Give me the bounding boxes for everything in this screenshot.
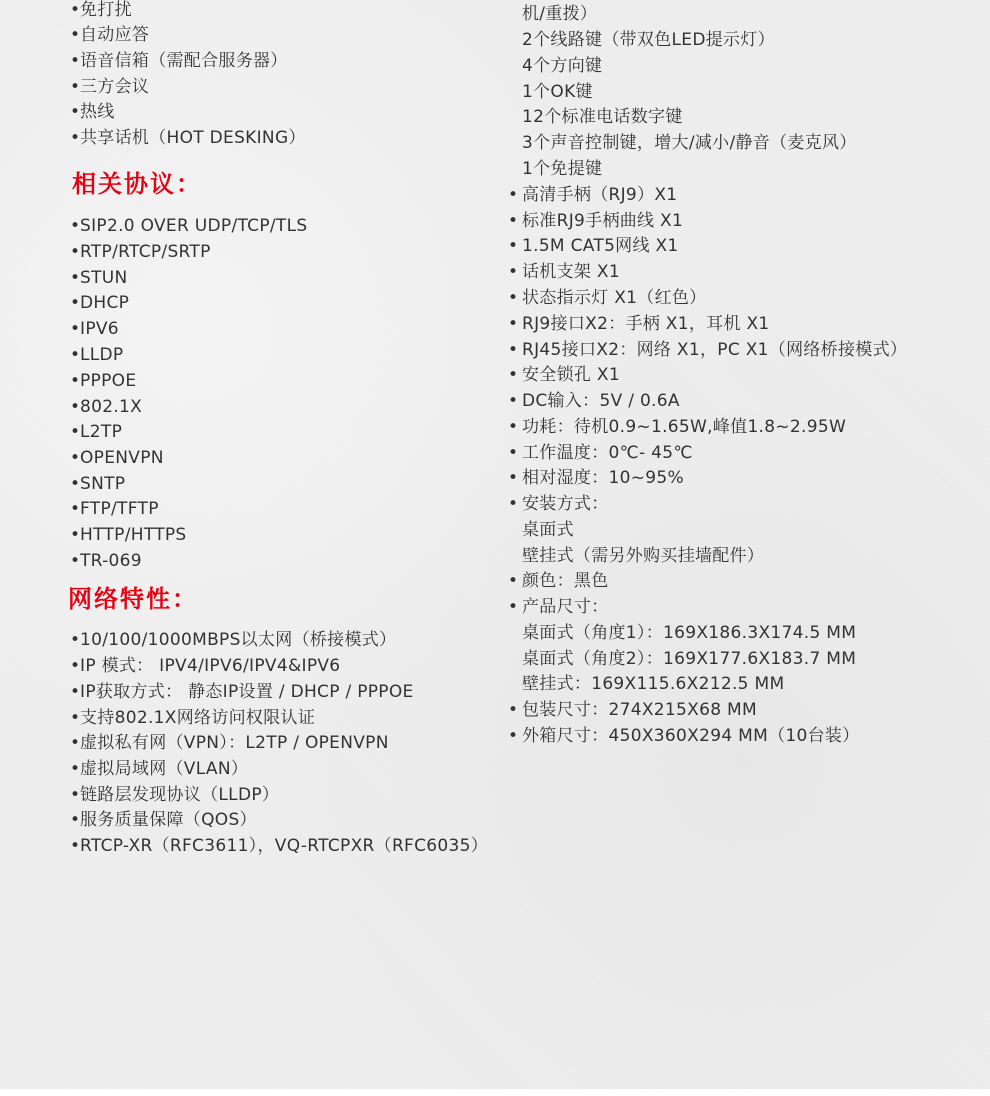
size-option: 桌面式（角度1）：169X186.3X174.5 MM (522, 623, 857, 643)
bullet-icon: • (70, 51, 81, 71)
list-item: •共享话机（HOT DESKING） (70, 128, 306, 148)
bullet-icon: • (508, 236, 519, 256)
list-item: • 相对湿度：10~95% (508, 468, 684, 488)
list-item: •TR-069 (70, 551, 142, 571)
bullet-icon: • (508, 185, 519, 205)
list-item: •FTP/TFTP (70, 499, 159, 519)
list-item: •虚拟私有网（VPN）：L2TP / OPENVPN (70, 733, 389, 753)
bullet-icon: • (70, 128, 81, 148)
list-item: •RTCP-XR（RFC3611），VQ-RTCPXR（RFC6035） (70, 836, 489, 856)
bullet-icon: • (70, 319, 81, 339)
bullet-icon: • (70, 293, 81, 313)
bullet-icon: • (508, 391, 519, 411)
list-item: • RJ9接口X2：手柄 X1，耳机 X1 (508, 314, 770, 334)
bullet-icon: • (508, 340, 519, 360)
bullet-icon: • (70, 682, 81, 702)
list-item: •服务质量保障（QOS） (70, 810, 257, 830)
size-option: 壁挂式：169X115.6X212.5 MM (522, 674, 785, 694)
bullet-icon: • (508, 726, 519, 746)
bullet-icon: • (70, 242, 81, 262)
install-option: 桌面式 (522, 520, 574, 540)
list-item: • 功耗：待机0.9~1.65W,峰值1.8~2.95W (508, 417, 847, 437)
list-item: •语音信箱（需配合服务器） (70, 51, 288, 71)
list-item: •RTP/RTCP/SRTP (70, 242, 211, 262)
list-item: •PPPOE (70, 371, 137, 391)
bullet-icon: • (70, 422, 81, 442)
list-item: •DHCP (70, 293, 130, 313)
bullet-icon: • (70, 810, 81, 830)
list-item: •OPENVPN (70, 448, 164, 468)
list-item: •SNTP (70, 474, 126, 494)
bullet-icon: • (508, 262, 519, 282)
list-item: •L2TP (70, 422, 123, 442)
package-size: • 包装尺寸：274X215X68 MM (508, 700, 757, 720)
protocols-heading: 相关协议： (72, 170, 202, 198)
bullet-icon: • (70, 102, 81, 122)
bullet-icon: • (70, 474, 81, 494)
bullet-icon: • (70, 216, 81, 236)
list-item: • 安全锁孔 X1 (508, 365, 620, 385)
bullet-icon: • (70, 77, 81, 97)
list-item: •10/100/1000MBPS以太网（桥接模式） (70, 630, 397, 650)
bullet-icon: • (70, 525, 81, 545)
bullet-icon: • (70, 0, 81, 20)
list-item: •支持802.1X网络访问权限认证 (70, 708, 316, 728)
bullet-icon: • (508, 288, 519, 308)
bullet-icon: • (508, 314, 519, 334)
list-item: 3个声音控制键，增大/减小/静音（麦克风） (522, 133, 857, 153)
list-item: 12个标准电话数字键 (522, 107, 683, 127)
list-item: • 工作温度：0℃- 45℃ (508, 443, 693, 463)
bullet-icon: • (70, 759, 81, 779)
list-item: •STUN (70, 268, 128, 288)
list-item: • 状态指示灯 X1（红色） (508, 288, 707, 308)
list-item: •SIP2.0 OVER UDP/TCP/TLS (70, 216, 308, 236)
list-item: •802.1X (70, 397, 143, 417)
bullet-icon: • (70, 656, 81, 676)
carton-size: • 外箱尺寸：450X360X294 MM（10台装） (508, 726, 860, 746)
list-item: 4个方向键 (522, 56, 603, 76)
list-item: •三方会议 (70, 77, 150, 97)
network-heading: 网络特性： (68, 585, 198, 613)
list-item: • 高清手柄（RJ9）X1 (508, 185, 678, 205)
bullet-icon: • (70, 345, 81, 365)
bullet-icon: • (70, 733, 81, 753)
list-item: •IP获取方式： 静态IP设置 / DHCP / PPPOE (70, 682, 414, 702)
list-item: 机/重拨） (522, 4, 598, 24)
bullet-icon: • (70, 630, 81, 650)
list-item: • 话机支架 X1 (508, 262, 620, 282)
bullet-icon: • (70, 371, 81, 391)
list-item: • 1.5M CAT5网线 X1 (508, 236, 679, 256)
bullet-icon: • (508, 494, 519, 514)
list-item: •免打扰 (70, 0, 132, 20)
bullet-icon: • (70, 708, 81, 728)
list-item: •IP 模式： IPV4/IPV6/IPV4&IPV6 (70, 656, 341, 676)
bullet-icon: • (508, 571, 519, 591)
list-item: •虚拟局域网（VLAN） (70, 759, 249, 779)
list-item: •热线 (70, 102, 115, 122)
list-item: 1个OK键 (522, 82, 593, 102)
list-item: •自动应答 (70, 25, 150, 45)
bullet-icon: • (508, 468, 519, 488)
list-item: • 标准RJ9手柄曲线 X1 (508, 211, 684, 231)
bullet-icon: • (70, 448, 81, 468)
bullet-icon: • (508, 443, 519, 463)
bullet-icon: • (70, 499, 81, 519)
list-item: •HTTP/HTTPS (70, 525, 187, 545)
list-item: •IPV6 (70, 319, 119, 339)
bullet-icon: • (70, 785, 81, 805)
size-option: 桌面式（角度2）：169X177.6X183.7 MM (522, 649, 857, 669)
bullet-icon: • (508, 365, 519, 385)
bullet-icon: • (70, 551, 81, 571)
list-item: •链路层发现协议（LLDP） (70, 785, 280, 805)
install-option: 壁挂式（需另外购买挂墙配件） (522, 546, 765, 566)
list-item: 1个免提键 (522, 159, 603, 179)
bullet-icon: • (508, 211, 519, 231)
install-label: • 安装方式： (508, 494, 609, 514)
color-spec: • 颜色：黑色 (508, 571, 609, 591)
list-item: •LLDP (70, 345, 124, 365)
bullet-icon: • (70, 836, 81, 856)
bullet-icon: • (70, 268, 81, 288)
bullet-icon: • (508, 417, 519, 437)
bullet-icon: • (508, 700, 519, 720)
bullet-icon: • (70, 397, 81, 417)
list-item: • RJ45接口X2：网络 X1，PC X1（网络桥接模式） (508, 340, 908, 360)
list-item: • DC输入：5V / 0.6A (508, 391, 680, 411)
bullet-icon: • (508, 597, 519, 617)
list-item: 2个线路键（带双色LED提示灯） (522, 30, 775, 50)
size-label: • 产品尺寸： (508, 597, 609, 617)
bullet-icon: • (70, 25, 81, 45)
